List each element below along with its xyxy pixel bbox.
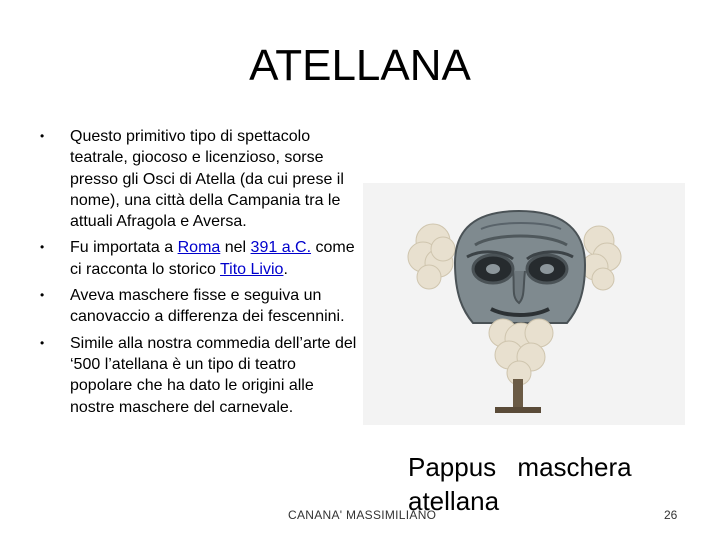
bullet-text-part: come ci racconta lo storico (70, 239, 355, 278)
pappus-mask-illustration (363, 183, 685, 425)
bullet-item (40, 237, 360, 280)
link-391-ac[interactable]: 391 a.C. (250, 239, 312, 257)
bullet-item (40, 333, 360, 418)
bullet-text-part: Fu importata a (70, 239, 178, 257)
bullet-dot: • (40, 335, 45, 350)
bullet-dot: • (40, 288, 45, 303)
link-tito-livio[interactable]: Tito Livio (220, 260, 284, 278)
page-number: 26 (664, 508, 678, 522)
bullet-item (40, 285, 360, 328)
caption-word: maschera (517, 452, 632, 482)
bullet-list (40, 126, 360, 423)
footer-author: CANANA' MASSIMILIANO (288, 508, 437, 522)
image-caption (408, 450, 658, 518)
bullet-text-origin: Questo primitivo tipo di spettacolo teatrale, giocoso e licenzioso, sorse presso gli Osci di Atella (da cui prese il nome), una città della Campania tra le attuali Afragola e Aversa. (70, 128, 344, 231)
bullet-dot: • (40, 240, 45, 255)
caption-word: Pappus (408, 452, 497, 482)
bullet-text-masks: Aveva maschere fisse e seguiva un canovaccio a differenza dei fescennini. (70, 287, 345, 326)
bullet-text-part: . (283, 260, 288, 278)
caption-word: atellana (408, 486, 500, 516)
slide-title: ATELLANA (249, 41, 471, 90)
bullet-text-commedia: Simile alla nostra commedia dell’arte del ‘500 l’atellana è un tipo di teatro popolare che ha dato le origini alle nostre maschere del carnevale. (70, 334, 357, 416)
mask-photo (363, 183, 685, 425)
link-roma[interactable]: Roma (177, 239, 221, 257)
bullet-text-part: nel (220, 239, 251, 257)
bullet-dot: • (40, 129, 45, 143)
bullet-item (40, 126, 360, 232)
